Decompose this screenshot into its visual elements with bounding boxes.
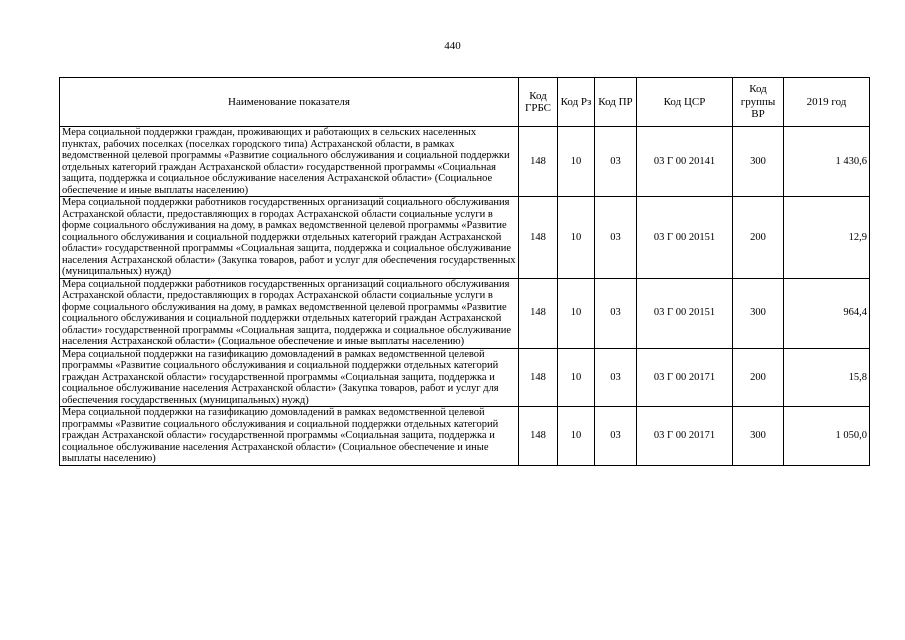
row-name: Мера социальной поддержки граждан, проживающих и работающих в сельских населенных пунктах, рабочих поселках (поселках городского типа) Астраханской области, в рамках ведомственной целевой программы «Развитие социального обслуживания и социальной поддержки отдельных категорий граждан Астраханской области» государственной программы «Социальная защита, поддержка и социальное обслуживание населения Астраханской области» (Социальное обеспечение и иные выплаты населению) [60,127,519,197]
row-csr: 03 Г 00 20171 [637,407,733,466]
row-amount: 1 050,0 [784,407,870,466]
row-pr: 03 [595,348,637,407]
row-amount: 15,8 [784,348,870,407]
row-amount: 964,4 [784,278,870,348]
table-row [60,127,870,197]
row-rz: 10 [558,127,595,197]
header-year: 2019 год [784,78,870,127]
table-row [60,278,870,348]
row-rz: 10 [558,348,595,407]
row-grbs: 148 [519,278,558,348]
header-rz: Код Рз [558,78,595,127]
page-number: 440 [444,40,461,52]
header-pr: Код ПР [595,78,637,127]
header-name: Наименование показателя [60,78,519,127]
row-csr: 03 Г 00 20151 [637,197,733,279]
row-rz: 10 [558,407,595,466]
row-vr: 300 [733,127,784,197]
row-grbs: 148 [519,407,558,466]
table-row [60,197,870,279]
row-name: Мера социальной поддержки работников государственных организаций социального обслуживания Астраханской области, предоставляющих в городах Астраханской области социальные услуги в форме социального обслуживания на дому, в рамках ведомственной целевой программы «Развитие социального обслуживания и социальной поддержки отдельных категорий граждан Астраханской области» государственной программы «Социальная защита, поддержка и социальное обслуживание населения Астраханской области» (Закупка товаров, работ и услуг для обеспечения государственных (муниципальных) нужд) [60,197,519,279]
row-pr: 03 [595,127,637,197]
row-pr: 03 [595,278,637,348]
row-csr: 03 Г 00 20151 [637,278,733,348]
row-grbs: 148 [519,127,558,197]
row-vr: 200 [733,348,784,407]
row-name: Мера социальной поддержки на газификацию домовладений в рамках ведомственной целевой программы «Развитие социального обслуживания и социальной поддержки отдельных категорий граждан Астраханской области» государственной программы «Социальная защита, поддержка и социальное обслуживание населения Астраханской области» (Социальное обеспечение и иные выплаты населению) [60,407,519,466]
row-vr: 300 [733,407,784,466]
row-amount: 1 430,6 [784,127,870,197]
row-csr: 03 Г 00 20141 [637,127,733,197]
header-csr: Код ЦСР [637,78,733,127]
row-csr: 03 Г 00 20171 [637,348,733,407]
row-vr: 200 [733,197,784,279]
table-header-row [60,78,870,127]
row-grbs: 148 [519,197,558,279]
row-grbs: 148 [519,348,558,407]
row-pr: 03 [595,197,637,279]
budget-table [59,77,870,466]
row-vr: 300 [733,278,784,348]
row-rz: 10 [558,278,595,348]
row-name: Мера социальной поддержки на газификацию домовладений в рамках ведомственной целевой программы «Развитие социального обслуживания и социальной поддержки отдельных категорий граждан Астраханской области» государственной программы «Социальная защита, поддержка и социальное обслуживание населения Астраханской области» (Закупка товаров, работ и услуг для обеспечения государственных (муниципальных) нужд) [60,348,519,407]
table-row [60,407,870,466]
header-vr: Код группы ВР [733,78,784,127]
row-name: Мера социальной поддержки работников государственных организаций социального обслуживания Астраханской области, предоставляющих в городах Астраханской области социальные услуги в форме социального обслуживания на дому, в рамках ведомственной целевой программы «Развитие социального обслуживания и социальной поддержки отдельных категорий граждан Астраханской области» государственной программы «Социальная защита, поддержка и социальное обслуживание населения Астраханской области» (Социальное обеспечение и иные выплаты населению) [60,278,519,348]
header-grbs: Код ГРБС [519,78,558,127]
row-rz: 10 [558,197,595,279]
row-amount: 12,9 [784,197,870,279]
table-row [60,348,870,407]
row-pr: 03 [595,407,637,466]
